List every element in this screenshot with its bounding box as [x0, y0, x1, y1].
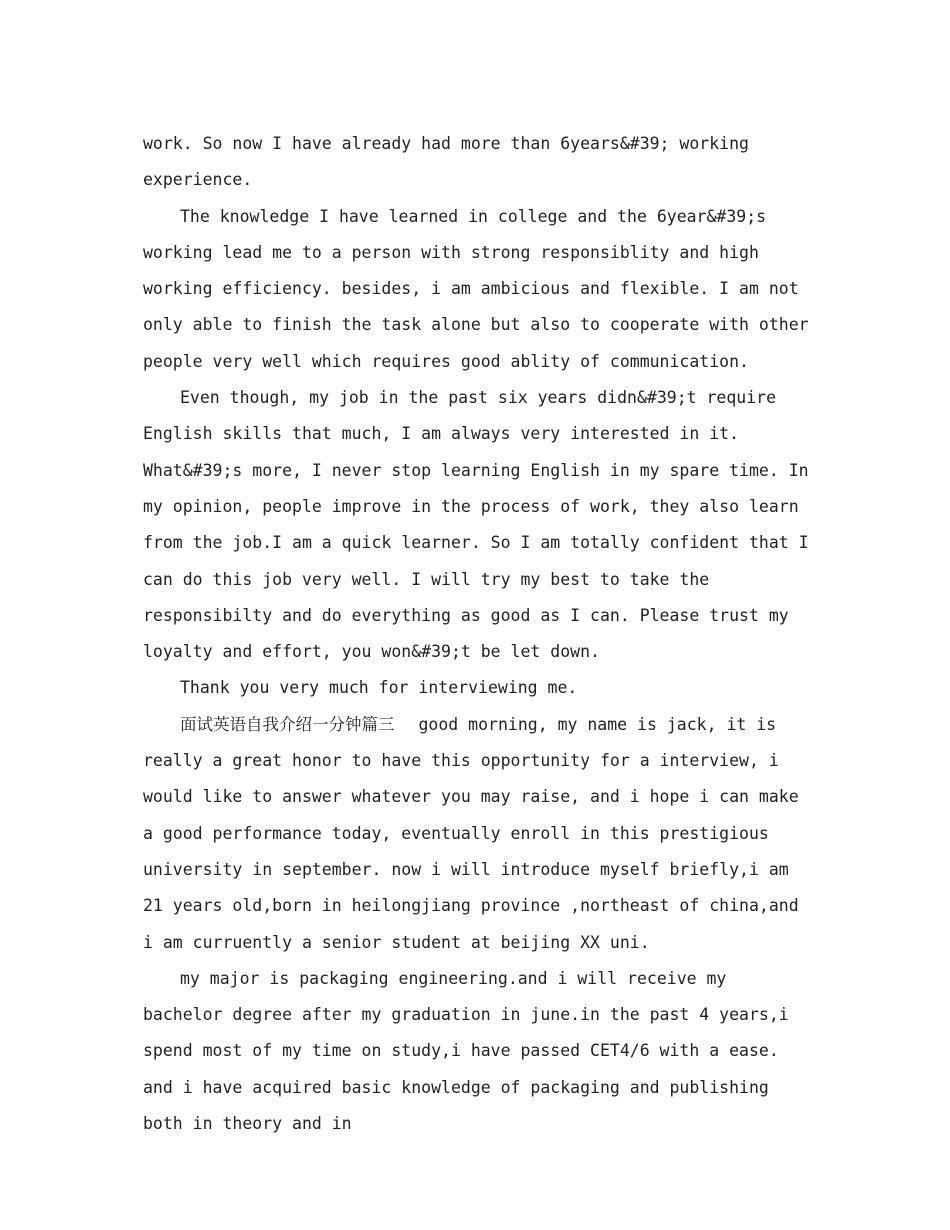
document-body	[143, 126, 813, 1142]
paragraph-knowledge: The knowledge I have learned in college and the 6year&#39;s working lead me to a person with strong responsiblity and high working efficiency. besides, i am ambicious and flexible. I am not only able to finish the task alone but also to cooperate with other people very well which requires good ablity of communication.	[143, 206, 809, 371]
paragraph-major: my major is packaging engineering.and i will receive my bachelor degree after my graduation in june.in the past 4 years,i spend most of my time on study,i have passed CET4/6 with a ease. and i have acquired basic knowledge of packaging and publishing both in theory and in	[143, 968, 789, 1134]
paragraph-thanks: Thank you very much for interviewing me.	[180, 678, 578, 698]
paragraph-intro-three	[143, 707, 813, 961]
paragraph-english-skills: Even though, my job in the past six years didn&#39;t require English skills that much, I am always very interested in it. What&#39;s more, I never stop learning English in my spare time. In my opinion, people improve in the process of work, they also learn from the job.I am a quick learner. So I am totally confident that I can do this job very well. I will try my best to take the responsibilty and do everything as good as I can. Please trust my loyalty and effort, you won&#39;t be let down.	[143, 388, 809, 662]
section-heading: 面试英语自我介绍一分钟篇三	[180, 714, 395, 734]
paragraph-work-experience: work. So now I have already had more than 6years&#39; working experience.	[143, 134, 749, 190]
paragraph-intro-three-text: good morning, my name is jack, it is really a great honor to have this opportunity for a interview, i would like to answer whatever you may raise, and i hope i can make a good performance today, eventually enroll in this prestigious university in september. now i will introduce myself briefly,i am 21 years old,born in heilongjiang province ,northeast of china,and i am curruently a senior student at beijing XX uni.	[143, 714, 799, 952]
